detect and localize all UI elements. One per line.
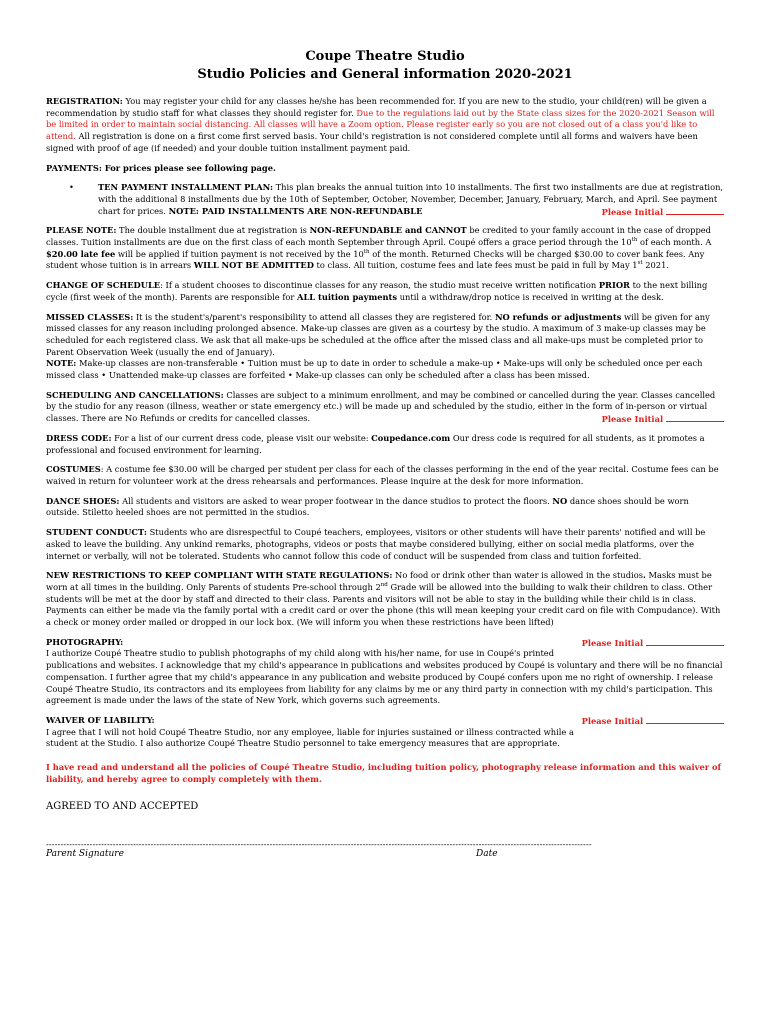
restrictions-bold: . — [642, 570, 646, 581]
please-note-section — [46, 225, 724, 272]
missed-classes-note-heading: NOTE: — [46, 358, 77, 369]
waiver-heading: WAIVER OF LIABILITY: — [46, 714, 155, 725]
installment-plan-text: This plan breaks the annual tuition into 10 installments. The first two installments are due at registration, with the additional 8 installments due by the 10th of September, October, November, December, January, February, March, and April. See payment chart for prices. — [98, 182, 724, 216]
conduct-text: Students who are disrespectful to Coupé teachers, employees, visitors or other students will have their parents' notified and will be asked to leave the building. Any unkind remarks, photographs, videos or posts that maybe considered bullying, either on social media platforms, over the internet or verbally, will not be tolerated. Students who cannot follow this code of conduct will be suspended from class and tuition forfeited. — [46, 527, 706, 561]
change-schedule-bold: ALL tuition payments — [297, 291, 398, 302]
payments-initial-label: Please Initial — [601, 206, 664, 217]
superscript: nd — [380, 582, 388, 589]
dance-shoes-section — [46, 496, 724, 519]
please-note-text: of each month. A — [637, 237, 712, 248]
photography-text: I authorize Coupé Theatre studio to publish photographs of my child along with his/her name, for use in Coupé's printed publications and websites. I acknowledge that my child's appearance in publications and websites produced by Coupé is voluntary and there will be no financial compensation. I further agree that my child's appearance in any publication and website produced by Coupé confers upon me no right of ownership. I release Coupé Theatre Studio, its contractors and its employees from liability for any claims by me or any third party in connection with my child's participation. This agreement is made under the laws of the state of New York, which governs such agreements. — [46, 648, 723, 706]
policy-document — [46, 48, 724, 863]
photography-initial — [582, 637, 724, 650]
scheduling-heading: SCHEDULING AND CANCELLATIONS: — [46, 389, 224, 400]
registration-heading: REGISTRATION: — [46, 96, 123, 106]
website-link[interactable]: Coupedance.com — [371, 432, 451, 443]
please-note-bold: WILL NOT BE ADMITTED — [193, 260, 314, 271]
photography-initial-field[interactable] — [646, 637, 724, 646]
dress-code-heading: DRESS CODE: — [46, 432, 112, 443]
please-note-text: of the month. Returned Checks will be charged $30.00 to cover bank fees. Any student whose tuition is in arrears — [46, 248, 705, 271]
signature-line[interactable]: -------------------------------------------------------------------------------------------------------------------------------------------------------------------------------------------- — [46, 840, 592, 850]
dress-code-text: For a list of our current dress code, please visit our website: — [111, 432, 372, 443]
bullet-icon: • — [69, 182, 74, 193]
conduct-heading: STUDENT CONDUCT: — [46, 527, 147, 538]
missed-classes-text: It is the student's/parent's responsibility to attend all classes they are registered for. — [133, 311, 495, 322]
change-schedule-text: to the next billing cycle (first week of the month). Parents are responsible for — [46, 280, 708, 302]
dance-shoes-text: All students and visitors are asked to wear proper footwear in the dance studios to protect the floors. — [119, 495, 553, 506]
installment-plan-heading: TEN PAYMENT INSTALLMENT PLAN: — [98, 182, 274, 193]
installment-plan-item — [69, 182, 724, 217]
please-note-bold: NON-REFUNDABLE and CANNOT — [309, 225, 467, 236]
costumes-text: : A costume fee $30.00 will be charged per student per class for each of the classes performing in the end of the year recital. Costume fees can be waived in return for volunteer work at the dress rehearsals and performances. Please inquire at the desk for more information. — [46, 464, 719, 486]
missed-classes-text: will be given for any missed classes for any reason including prolonged absence. Make-up classes are given as a courtesy by the studio. A maximum of 3 make-up classes may be scheduled for each registered class. We ask that all make-ups be scheduled at the office after the missed class and all make-ups must be completed prior to Parent Observation Week (usually the end of January). — [46, 311, 710, 357]
waiver-initial-label: Please Initial — [581, 715, 644, 726]
restrictions-section — [46, 570, 724, 629]
restrictions-text: No food or drink other than water is allowed in the studios — [392, 570, 643, 581]
date-label: Date — [476, 849, 498, 860]
payments-list — [46, 182, 724, 217]
registration-section — [46, 96, 724, 155]
dance-shoes-heading: DANCE SHOES: — [46, 495, 120, 506]
payments-initial — [602, 206, 724, 219]
dress-code-text: Our dress code is required for all students, as it promotes a professional and focused environment for learning. — [46, 432, 705, 455]
waiver-section — [46, 715, 724, 750]
waiver-initial-field[interactable] — [646, 715, 724, 724]
missed-classes-bold: NO refunds or adjustments — [494, 311, 622, 322]
photography-heading: PHOTOGRAPHY: — [46, 636, 124, 647]
superscript: st — [637, 260, 643, 267]
payments-heading: PAYMENTS — [46, 162, 99, 173]
please-note-heading: PLEASE NOTE: — [46, 225, 117, 236]
superscript: th — [631, 237, 638, 244]
missed-classes-section — [46, 312, 724, 382]
restrictions-heading: NEW RESTRICTIONS TO KEEP COMPLIANT WITH STATE REGULATIONS: — [46, 570, 393, 581]
scheduling-initial-field[interactable] — [666, 413, 724, 422]
payments-text: : For prices please see following page. — [98, 162, 276, 173]
please-note-text: 2021. — [642, 260, 669, 271]
registration-covid-notice: Due to the regulations laid out by the State class sizes for the 2020-2021 Season will be limited in order to maintain social distancing. All classes will have a Zoom option. Please register early so you are not closed out of a class you'd like to attend. — [46, 107, 715, 142]
restrictions-text: Grade will be allowed into the building to walk their children to class. Other students will be met at the door by staff and directed to their class. Parents and visitors will not be able to stay in the building while their child is in class. Payments can either be made via the family portal with a credit card or over the phone (this will mean keeping your credit card on file with Compudance). With a check or money order mailed or dropped in our lock box. (We will inform you when these restrictions have been lifted) — [46, 581, 721, 628]
scheduling-initial-label: Please Initial — [601, 414, 664, 425]
change-schedule-heading: CHANGE OF SCHEDULE — [46, 280, 161, 291]
waiver-initial — [582, 715, 724, 728]
document-subtitle: Studio Policies and General information 2020-2021 — [197, 66, 573, 82]
waiver-text: I agree that I will not hold Coupé Theatre Studio, nor any employee, liable for injuries sustained or illness contracted while a student at the Studio. I also authorize Coupé Theatre Studio personnel to take emergency measures that are appropriate. — [46, 726, 574, 749]
costumes-heading: COSTUMES — [46, 464, 101, 475]
change-schedule-bold: PRIOR — [598, 280, 630, 291]
late-fee: $20.00 late fee — [46, 248, 116, 259]
registration-text: You may register your child for any classes he/she has been recommended for. If you are new to the studio, your child(ren) will be given a recommendation by studio staff for what classes they should register for. — [46, 96, 707, 118]
please-note-text: The double installment due at registration is — [116, 225, 310, 236]
dress-code-section — [46, 433, 724, 456]
registration-text-2: All registration is done on a first come first served basis. Your child's registration is not considered complete until all forms and waivers have been signed with proof of age (if needed) and your double tuition installment payment paid. — [46, 131, 698, 153]
signature-labels — [46, 849, 724, 863]
scheduling-text: Classes are subject to a minimum enrollment, and may be combined or cancelled during the year. Classes cancelled by the studio for any reason (illness, weather or state emergency etc.) will be made up and scheduled by the studio, either in the form of in-person or virtual classes. There are No Refunds or credits for cancelled classes. — [46, 389, 716, 424]
document-title: Coupe Theatre Studio — [305, 49, 465, 64]
photography-section — [46, 637, 724, 707]
change-schedule-text: until a withdraw/drop notice is received in writing at the desk. — [397, 291, 664, 302]
scheduling-section — [46, 390, 724, 425]
installment-plan-note: NOTE: PAID INSTALLMENTS ARE NON-REFUNDABLE — [168, 205, 423, 216]
payments-initial-field[interactable] — [666, 206, 724, 215]
change-schedule-text: : If a student chooses to discontinue classes for any reason, the studio must receive written notification — [160, 280, 599, 291]
please-note-text: be credited to your family account in the case of dropped classes. Tuition installments are due on the first class of each month September through April. Coupé offers a grace period through the 10 — [46, 225, 711, 248]
agreement-statement: I have read and understand all the policies of Coupé Theatre Studio, including tuition policy, photography release information and this waiver of liability, and hereby agree to comply completely with them. — [46, 762, 722, 784]
parent-signature-label: Parent Signature — [46, 849, 124, 860]
photography-initial-label: Please Initial — [581, 637, 644, 648]
missed-classes-heading: MISSED CLASSES: — [46, 311, 134, 322]
payments-section — [46, 163, 724, 175]
restrictions-text: Masks must be worn at all times in the building. Only Parents of students Pre-school through 2 — [46, 570, 712, 592]
scheduling-initial — [602, 413, 724, 426]
superscript: th — [363, 248, 370, 255]
agreed-heading: AGREED TO AND ACCEPTED — [46, 801, 199, 813]
missed-classes-note-text: Make-up classes are non-transferable • Tuition must be up to date in order to schedule a make-up • Make-ups will only be scheduled once per each missed class • Unattended make-up classes are forfeited • Make-up classes can only be scheduled after a class has been missed. — [46, 358, 703, 381]
costumes-section — [46, 464, 724, 487]
please-note-text: will be applied if tuition payment is not received by the 10 — [115, 248, 364, 259]
dance-shoes-bold: NO — [552, 495, 568, 506]
dance-shoes-text: dance shoes should be worn outside. Stiletto heeled shoes are not permitted in the studios. — [46, 495, 689, 518]
change-schedule-section — [46, 280, 724, 303]
please-note-text: to class. All tuition, costume fees and late fees must be paid in full by May 1 — [313, 260, 638, 271]
conduct-section — [46, 527, 724, 562]
